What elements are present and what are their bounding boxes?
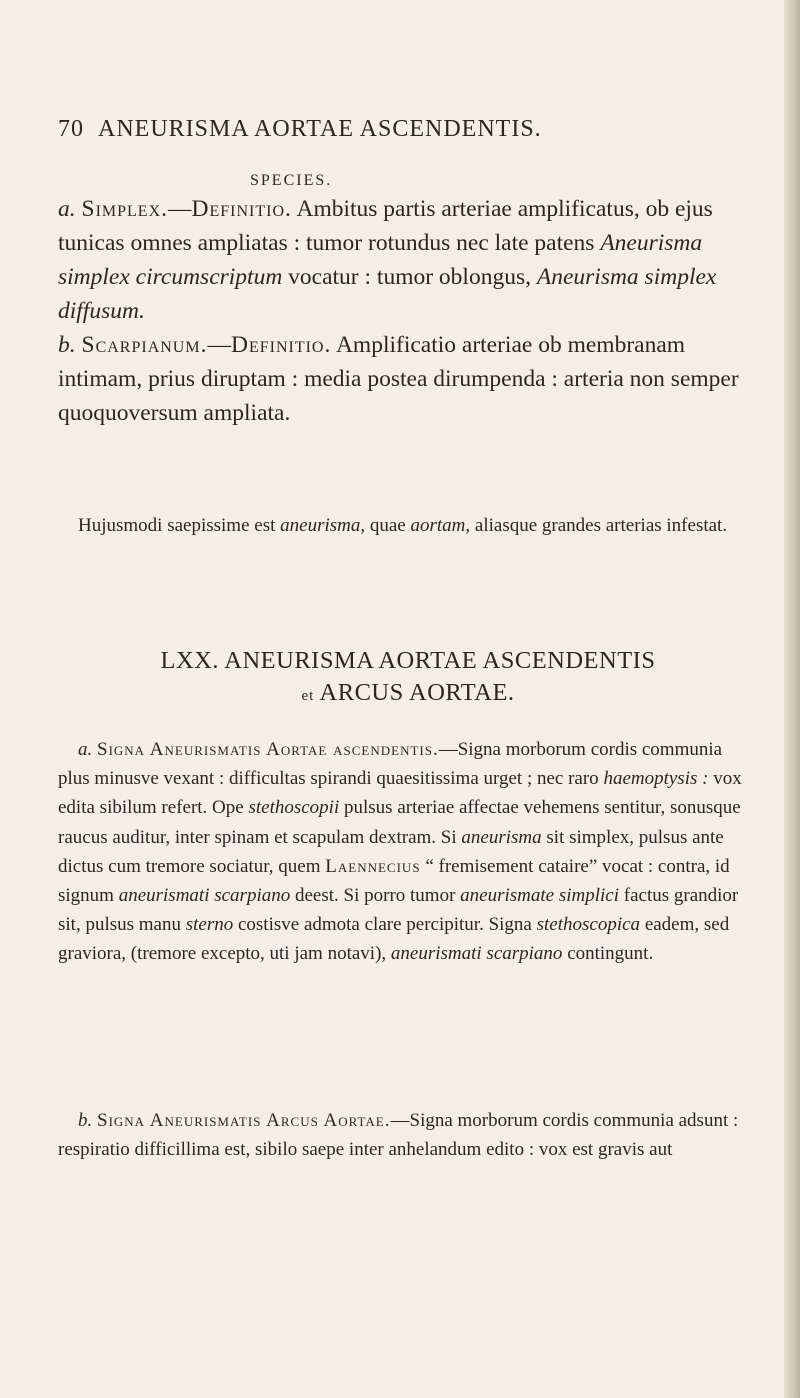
- italic-term: aneurismati scarpiano: [118, 885, 291, 907]
- species-title: SPECIES.: [250, 172, 333, 189]
- running-title: ANEURISMA AORTAE ASCENDENTIS.: [98, 116, 542, 142]
- definitio-label: Definitio.: [191, 196, 292, 222]
- species-note: [58, 511, 758, 540]
- section-b-heading: Signa Aneurismatis Arcus Aortae.: [97, 1110, 391, 1131]
- section-a-paragraph: [58, 735, 758, 969]
- species-a-paragraph: [58, 192, 758, 328]
- text: costisve admota clare percipitur. Signa: [233, 914, 537, 936]
- italic-term: aneurisma: [461, 826, 542, 848]
- text: factus grandior sit, pulsus manu: [58, 885, 739, 936]
- italic-term: aneurismati scarpiano: [390, 943, 563, 965]
- page-edge: [784, 0, 800, 1398]
- marker-b: b.: [78, 1110, 93, 1131]
- text: , quae: [360, 515, 411, 536]
- text: Hujusmodi saepissime est: [78, 515, 281, 536]
- section-a-heading: Signa Aneurismatis Aortae ascendentis.: [97, 739, 439, 760]
- section-b-paragraph: [58, 1106, 758, 1164]
- dash: —: [207, 332, 231, 358]
- italic-term: Aneurisma simplex circumscriptum: [58, 230, 703, 290]
- scarpianum-label: Scarpianum.: [81, 332, 208, 358]
- chapter-et: et: [301, 688, 315, 704]
- text: Signa morborum cordis communia plus minusve vexant : difficultas spirandi quaesitissima urget ; nec raro: [58, 739, 723, 790]
- definitio-label: Definitio.: [230, 332, 332, 358]
- text: eadem, sed graviora, (tremore excepto, uti jam notavi),: [58, 914, 730, 965]
- text: Ambitus partis arteriae amplificatus, ob ejus tunicas omnes ampliatas : tumor rotundus nec late patens: [58, 196, 713, 256]
- dash: —: [390, 1110, 410, 1131]
- text: pulsus arteriae affectae vehemens sentitur, sonusque raucus auditur, inter spinam et scapulam dextram. Si: [58, 797, 741, 848]
- author-name: Laennecius: [325, 855, 421, 877]
- text: Amplificatio arteriae ob membranam intimam, prius diruptam : media postea dirumpenda : arteria non semper quoquoversum ampliata.: [58, 332, 739, 426]
- dash: —: [168, 196, 192, 222]
- simplex-label: Simplex.: [81, 196, 168, 222]
- running-head: [58, 116, 738, 143]
- text: , aliasque grandes arterias infestat.: [465, 515, 728, 536]
- text: contingunt.: [562, 943, 654, 965]
- marker-a: a.: [58, 196, 76, 222]
- text: vocatur : tumor oblongus,: [282, 264, 537, 290]
- italic-term: haemoptysis :: [603, 768, 709, 790]
- italic-term: sterno: [185, 914, 234, 936]
- text: vox edita sibilum refert. Ope: [58, 768, 742, 819]
- italic-term: stethoscopica: [536, 914, 641, 936]
- text: sit simplex, pulsus ante dictus cum tremore sociatur, quem: [58, 826, 724, 877]
- italic-term: stethoscopii: [248, 797, 340, 819]
- marker-b: b.: [58, 332, 76, 358]
- italic-term: aneurismate simplici: [460, 885, 620, 907]
- text: deest. Si porro tumor: [290, 885, 461, 907]
- text: Signa morborum cordis communia adsunt : respiratio difficillima est, sibilo saepe inter anhelandum edito : vox est gravis aut: [58, 1110, 739, 1161]
- italic-term: aortam: [410, 515, 466, 536]
- chapter-heading-line1: LXX. ANEURISMA AORTAE ASCENDENTIS: [160, 647, 656, 674]
- dash: —: [438, 739, 458, 760]
- chapter-heading: [58, 645, 758, 712]
- page-number: 70: [58, 116, 84, 142]
- marker-a: a.: [78, 739, 93, 760]
- chapter-heading-line2: ARCUS AORTAE.: [319, 679, 515, 706]
- italic-term: Aneurisma simplex diffusum.: [58, 264, 717, 324]
- italic-term: aneurisma: [280, 515, 361, 536]
- text: “ fremisement cataire” vocat : contra, id signum: [58, 855, 730, 907]
- species-b-paragraph: [58, 328, 758, 430]
